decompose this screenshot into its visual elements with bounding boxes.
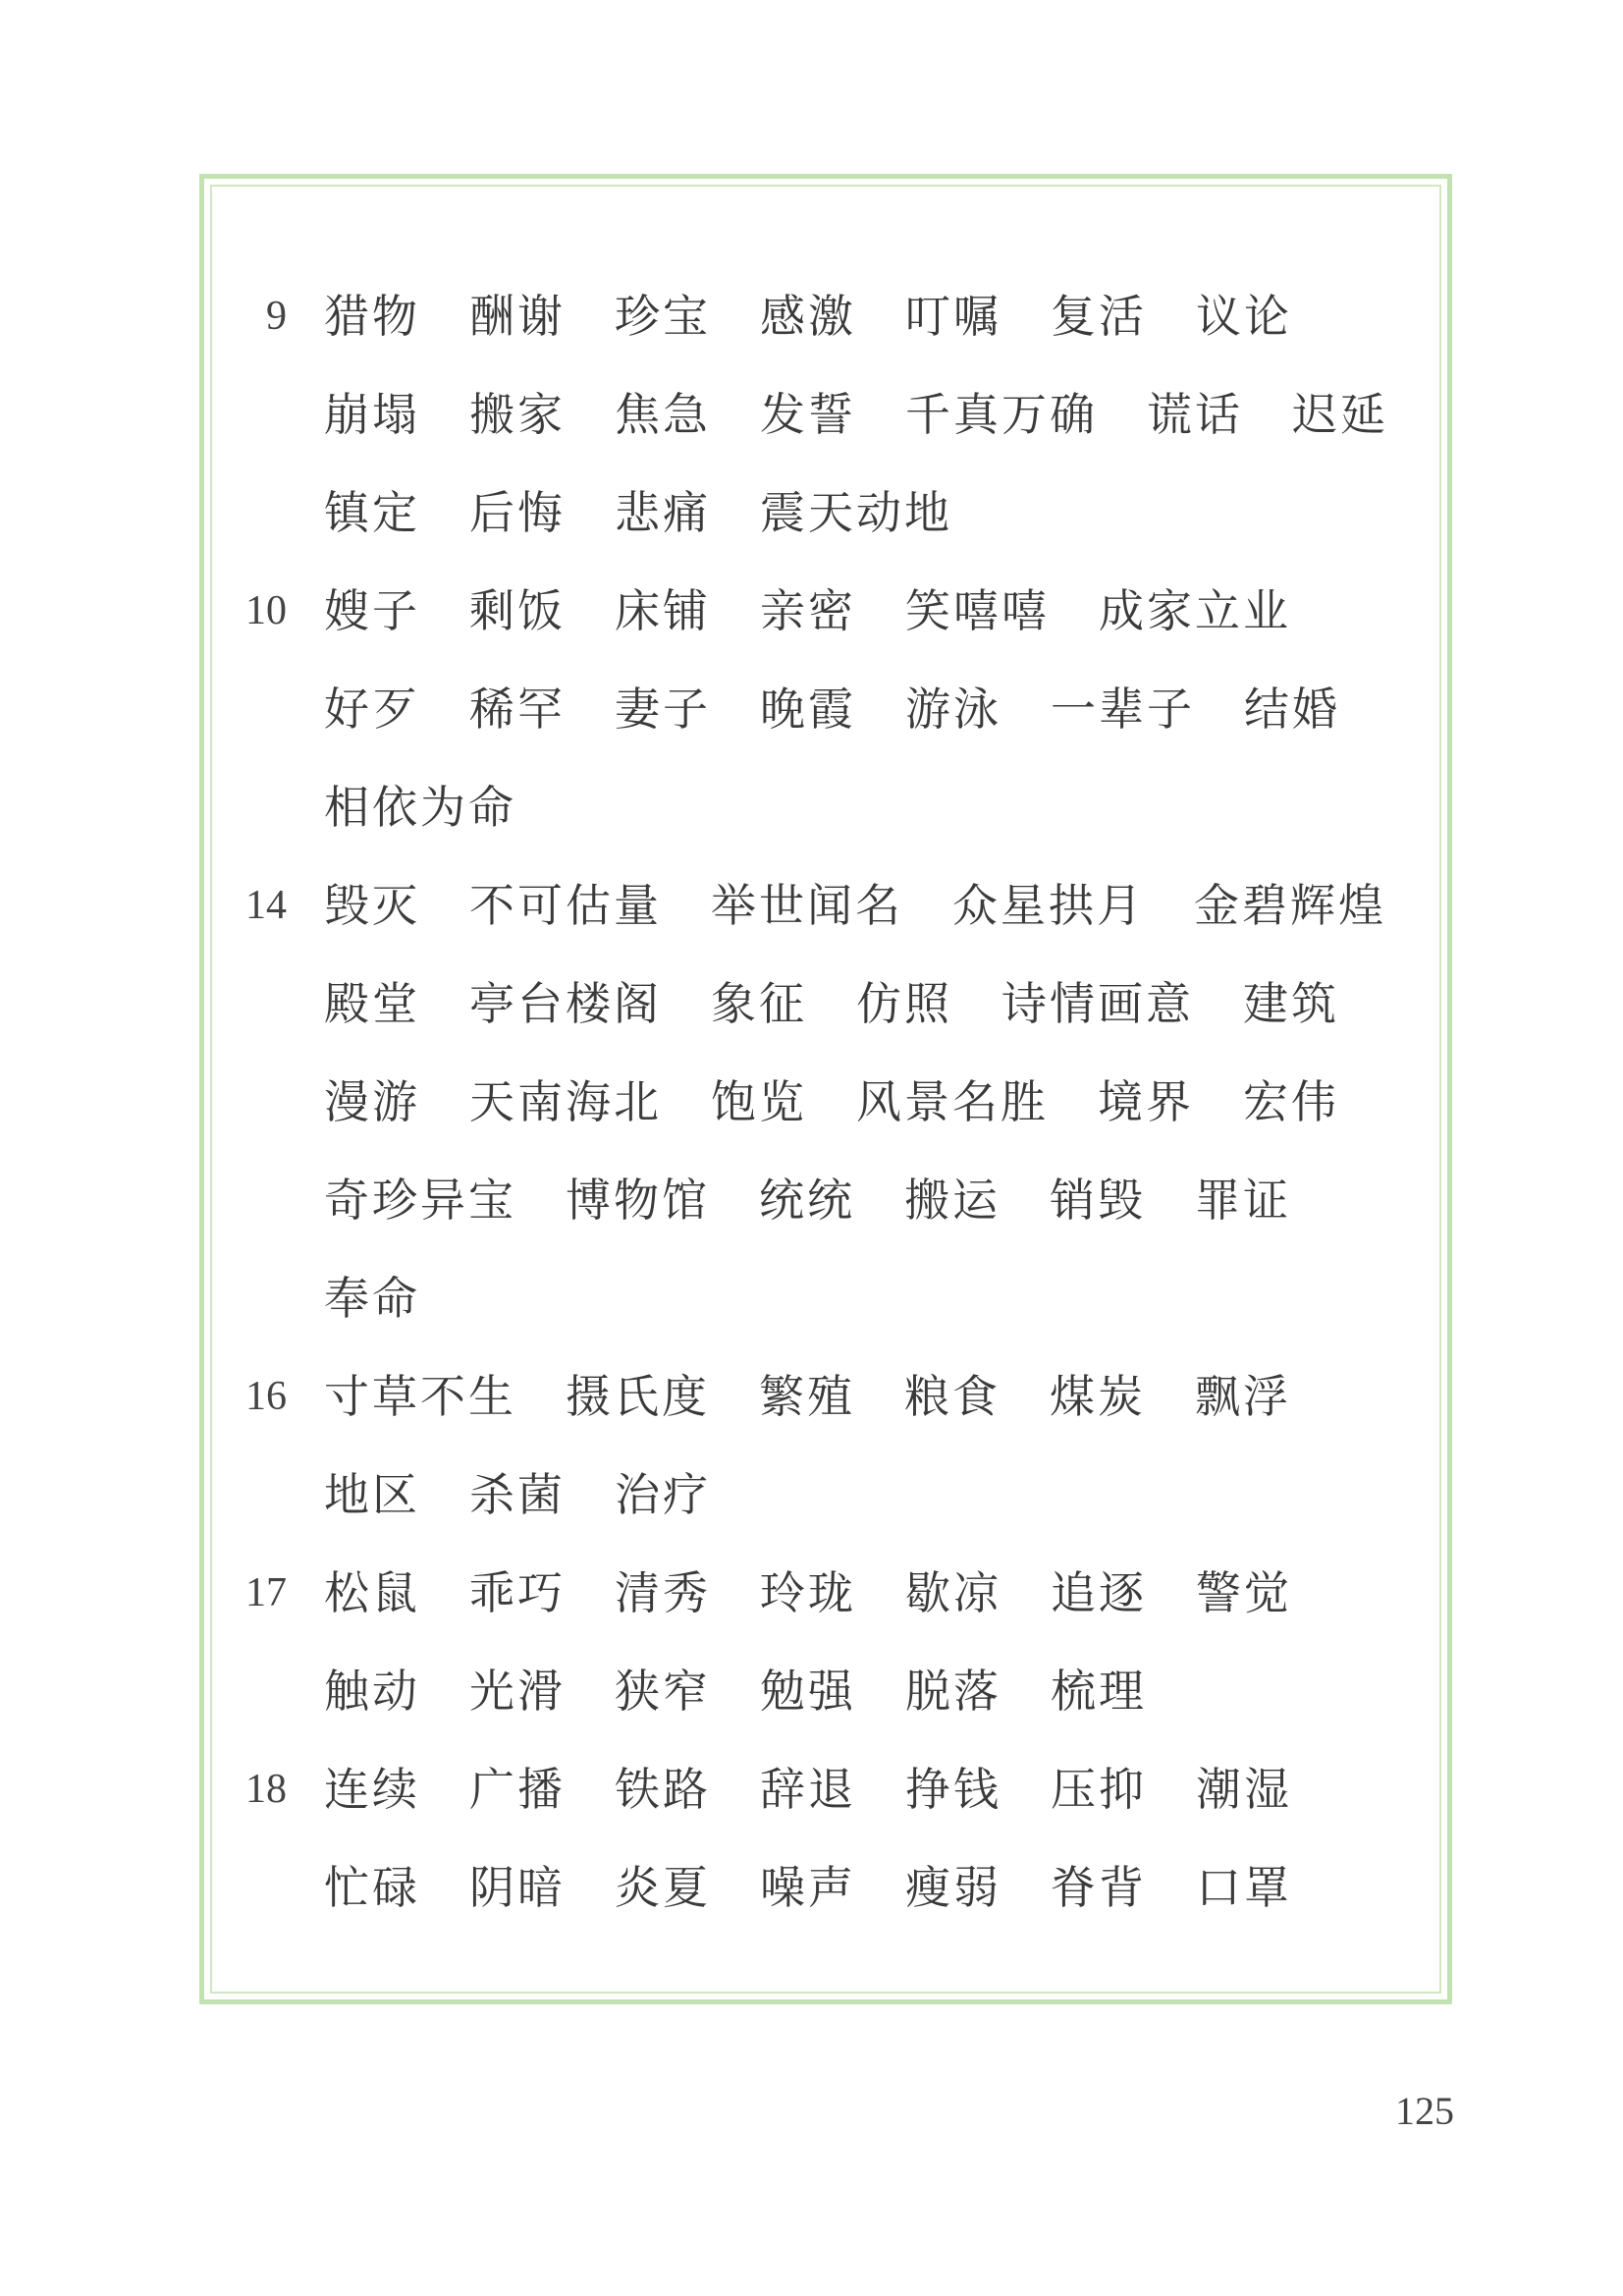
- vocabulary-word: 焦急: [615, 388, 711, 441]
- vocabulary-word: 床铺: [615, 584, 711, 637]
- lesson-block: [236, 1544, 1429, 1740]
- vocabulary-word: 清秀: [615, 1566, 711, 1619]
- vocabulary-word: 脊背: [1051, 1861, 1147, 1914]
- vocabulary-word: 天南海北: [469, 1075, 662, 1128]
- vocabulary-word: 诗情画意: [1001, 977, 1194, 1030]
- vocabulary-word: 警觉: [1196, 1566, 1292, 1619]
- lesson-number: 9: [266, 294, 287, 339]
- vocabulary-word: 阴暗: [469, 1861, 566, 1914]
- vocabulary-word: 成家立业: [1099, 584, 1291, 637]
- vocabulary-word: 一辈子: [1051, 683, 1195, 736]
- word-list: [324, 1347, 1429, 1544]
- vocabulary-word: 罪证: [1195, 1174, 1291, 1227]
- vocabulary-word: 晚霞: [760, 683, 856, 736]
- lesson-number: 14: [245, 883, 287, 928]
- vocabulary-word: 亲密: [760, 584, 856, 637]
- vocabulary-word: 繁殖: [759, 1370, 855, 1423]
- vocabulary-word: 境界: [1098, 1075, 1194, 1128]
- vocabulary-word: 奉命: [324, 1272, 420, 1325]
- vocabulary-word: 猎物: [324, 290, 420, 343]
- vocabulary-word: 铁路: [615, 1763, 711, 1816]
- vocabulary-word: 酬谢: [469, 290, 566, 343]
- vocabulary-word: 勉强: [760, 1665, 856, 1718]
- vocabulary-word: 千真万确: [905, 388, 1098, 441]
- vocabulary-word: 感激: [760, 290, 856, 343]
- vocabulary-word: 震天动地: [760, 486, 952, 539]
- vocabulary-word: 毁灭: [324, 879, 420, 932]
- vocabulary-word: 饱览: [711, 1075, 807, 1128]
- vocabulary-word: 崩塌: [324, 388, 420, 441]
- vocabulary-word: 统统: [759, 1174, 855, 1227]
- vocabulary-word: 杀菌: [469, 1468, 566, 1521]
- vocabulary-word: 议论: [1196, 290, 1292, 343]
- vocabulary-word: 笑嘻嘻: [905, 584, 1050, 637]
- vocabulary-word: 压抑: [1051, 1763, 1147, 1816]
- vocabulary-word: 相依为命: [324, 781, 516, 834]
- word-list: [324, 562, 1429, 856]
- vocabulary-word: 不可估量: [469, 879, 662, 932]
- vocabulary-word: 搬家: [469, 388, 566, 441]
- vocabulary-word: 飘浮: [1195, 1370, 1291, 1423]
- vocabulary-word: 仿照: [856, 977, 952, 1030]
- vocabulary-word: 结婚: [1244, 683, 1340, 736]
- vocabulary-list: [236, 267, 1429, 1937]
- vocabulary-word: 连续: [324, 1763, 420, 1816]
- vocabulary-word: 广播: [469, 1763, 566, 1816]
- lesson-number: 17: [245, 1570, 287, 1615]
- vocabulary-word: 追逐: [1051, 1566, 1147, 1619]
- vocabulary-word: 奇珍异宝: [324, 1174, 516, 1227]
- vocabulary-word: 光滑: [469, 1665, 566, 1718]
- vocabulary-word: 风景名胜: [856, 1075, 1049, 1128]
- vocabulary-word: 脱落: [905, 1665, 1001, 1718]
- vocabulary-word: 松鼠: [324, 1566, 420, 1619]
- vocabulary-word: 迟延: [1292, 388, 1388, 441]
- vocabulary-word: 珍宝: [615, 290, 711, 343]
- vocabulary-word: 销毁: [1050, 1174, 1146, 1227]
- vocabulary-word: 悲痛: [615, 486, 711, 539]
- vocabulary-word: 漫游: [324, 1075, 420, 1128]
- lesson-number: 16: [245, 1374, 287, 1419]
- vocabulary-word: 博物馆: [566, 1174, 710, 1227]
- lesson-number: 18: [245, 1767, 287, 1812]
- vocabulary-word: 复活: [1051, 290, 1147, 343]
- lesson-block: [236, 1347, 1429, 1544]
- word-list: [324, 267, 1429, 562]
- word-list: [324, 1740, 1429, 1937]
- vocabulary-word: 举世闻名: [711, 879, 903, 932]
- vocabulary-word: 忙碌: [324, 1861, 420, 1914]
- vocabulary-word: 歇凉: [905, 1566, 1001, 1619]
- vocabulary-word: 好歹: [324, 683, 420, 736]
- lesson-block: [236, 562, 1429, 856]
- vocabulary-word: 金碧辉煌: [1194, 879, 1386, 932]
- vocabulary-word: 乖巧: [469, 1566, 566, 1619]
- vocabulary-word: 地区: [324, 1468, 420, 1521]
- vocabulary-word: 瘦弱: [905, 1861, 1001, 1914]
- vocabulary-word: 剩饭: [469, 584, 566, 637]
- vocabulary-word: 狭窄: [615, 1665, 711, 1718]
- lesson-number: 10: [245, 588, 287, 633]
- vocabulary-word: 口罩: [1196, 1861, 1292, 1914]
- vocabulary-word: 谎话: [1147, 388, 1243, 441]
- vocabulary-word: 亭台楼阁: [469, 977, 662, 1030]
- vocabulary-word: 游泳: [905, 683, 1001, 736]
- vocabulary-word: 妻子: [615, 683, 711, 736]
- vocabulary-word: 建筑: [1243, 977, 1339, 1030]
- vocabulary-word: 寸草不生: [324, 1370, 516, 1423]
- vocabulary-word: 搬运: [904, 1174, 1001, 1227]
- vocabulary-word: 触动: [324, 1665, 420, 1718]
- vocabulary-word: 粮食: [904, 1370, 1001, 1423]
- word-list: [324, 856, 1429, 1347]
- vocabulary-word: 噪声: [760, 1861, 856, 1914]
- vocabulary-word: 镇定: [324, 486, 420, 539]
- vocabulary-word: 后悔: [469, 486, 566, 539]
- page-number: 125: [1395, 2089, 1454, 2133]
- vocabulary-word: 挣钱: [905, 1763, 1001, 1816]
- vocabulary-word: 殿堂: [324, 977, 420, 1030]
- vocabulary-word: 炎夏: [615, 1861, 711, 1914]
- word-list: [324, 1544, 1429, 1740]
- vocabulary-word: 众星拱月: [952, 879, 1145, 932]
- vocabulary-word: 宏伟: [1243, 1075, 1339, 1128]
- vocabulary-word: 玲珑: [760, 1566, 856, 1619]
- vocabulary-word: 辞退: [760, 1763, 856, 1816]
- vocabulary-word: 发誓: [760, 388, 856, 441]
- vocabulary-word: 梳理: [1051, 1665, 1147, 1718]
- vocabulary-word: 稀罕: [469, 683, 566, 736]
- vocabulary-word: 潮湿: [1196, 1763, 1292, 1816]
- vocabulary-word: 象征: [711, 977, 807, 1030]
- vocabulary-word: 煤炭: [1050, 1370, 1146, 1423]
- lesson-block: [236, 1740, 1429, 1937]
- lesson-block: [236, 267, 1429, 562]
- vocabulary-word: 治疗: [615, 1468, 711, 1521]
- vocabulary-word: 叮嘱: [905, 290, 1001, 343]
- lesson-block: [236, 856, 1429, 1347]
- vocabulary-word: 摄氏度: [566, 1370, 710, 1423]
- vocabulary-word: 嫂子: [324, 584, 420, 637]
